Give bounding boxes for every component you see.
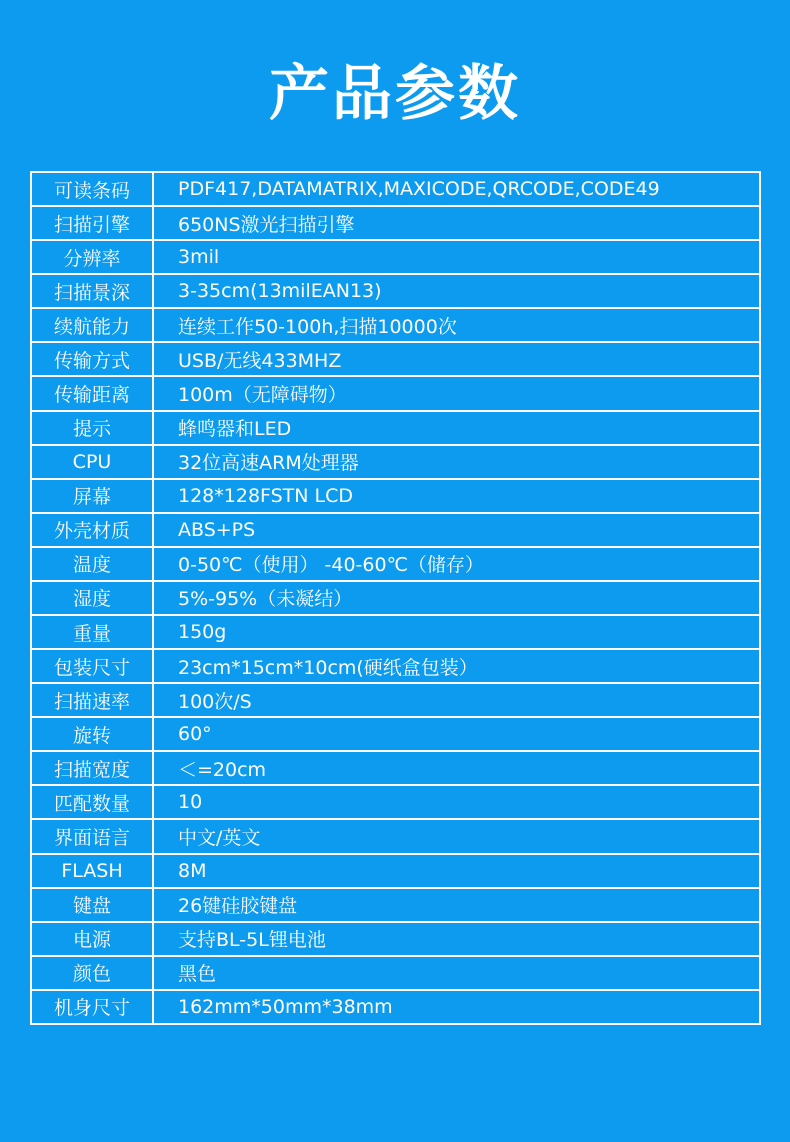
spec-label: 温度 bbox=[32, 548, 154, 580]
spec-label: 屏幕 bbox=[32, 480, 154, 512]
spec-value: 连续工作50-100h,扫描10000次 bbox=[178, 315, 457, 338]
spec-row bbox=[32, 820, 759, 854]
spec-row bbox=[32, 889, 759, 923]
spec-label: 分辨率 bbox=[32, 241, 154, 273]
spec-value: 支持BL-5L锂电池 bbox=[178, 929, 326, 952]
spec-label: 传输方式 bbox=[32, 343, 154, 375]
spec-label: 匹配数量 bbox=[32, 786, 154, 818]
spec-row bbox=[32, 343, 759, 377]
spec-value: 0-50℃（使用） -40-60℃（储存） bbox=[178, 554, 484, 577]
spec-label: 扫描宽度 bbox=[32, 752, 154, 784]
spec-label: 传输距离 bbox=[32, 377, 154, 409]
spec-label: 旋转 bbox=[32, 718, 154, 750]
spec-row bbox=[32, 855, 759, 889]
spec-row bbox=[32, 446, 759, 480]
spec-label: 扫描速率 bbox=[32, 684, 154, 716]
spec-row bbox=[32, 582, 759, 616]
spec-value: 10 bbox=[178, 791, 203, 814]
spec-row bbox=[32, 991, 759, 1023]
spec-label: 键盘 bbox=[32, 889, 154, 921]
spec-value: 128*128FSTN LCD bbox=[178, 484, 354, 507]
spec-label: 湿度 bbox=[32, 582, 154, 614]
spec-value: ＜=20cm bbox=[178, 758, 267, 781]
spec-label: 外壳材质 bbox=[32, 514, 154, 546]
spec-row bbox=[32, 480, 759, 514]
spec-value: 100次/S bbox=[178, 690, 252, 713]
spec-value: ABS+PS bbox=[178, 518, 256, 541]
spec-value: 8M bbox=[178, 859, 207, 882]
spec-row bbox=[32, 241, 759, 275]
spec-row bbox=[32, 957, 759, 991]
spec-row bbox=[32, 650, 759, 684]
spec-row bbox=[32, 786, 759, 820]
spec-value: 3mil bbox=[178, 246, 220, 269]
spec-row bbox=[32, 412, 759, 446]
spec-row bbox=[32, 377, 759, 411]
spec-label: 扫描引擎 bbox=[32, 207, 154, 239]
spec-label: 续航能力 bbox=[32, 309, 154, 341]
spec-value: 162mm*50mm*38mm bbox=[178, 995, 393, 1018]
spec-value: 蜂鸣器和LED bbox=[178, 418, 292, 441]
spec-row bbox=[32, 309, 759, 343]
spec-row bbox=[32, 718, 759, 752]
spec-label: 机身尺寸 bbox=[32, 991, 154, 1023]
spec-label: CPU bbox=[32, 446, 154, 478]
spec-value: 3-35cm(13milEAN13) bbox=[178, 280, 382, 303]
spec-row bbox=[32, 207, 759, 241]
spec-value: 5%-95%（未凝结） bbox=[178, 588, 353, 611]
spec-value: 中文/英文 bbox=[178, 827, 261, 850]
spec-table bbox=[30, 171, 761, 1025]
spec-label: 提示 bbox=[32, 412, 154, 444]
spec-label: 可读条码 bbox=[32, 173, 154, 205]
spec-row bbox=[32, 548, 759, 582]
spec-row bbox=[32, 275, 759, 309]
spec-row bbox=[32, 923, 759, 957]
spec-value: 100m（无障碍物） bbox=[178, 384, 347, 406]
spec-label: FLASH bbox=[32, 855, 154, 887]
spec-label: 界面语言 bbox=[32, 820, 154, 852]
spec-label: 电源 bbox=[32, 923, 154, 955]
spec-row bbox=[32, 752, 759, 786]
spec-value: 60° bbox=[178, 723, 212, 746]
spec-label: 重量 bbox=[32, 616, 154, 648]
spec-label: 扫描景深 bbox=[32, 275, 154, 307]
spec-label: 包装尺寸 bbox=[32, 650, 154, 682]
spec-row bbox=[32, 173, 759, 207]
spec-value: USB/无线433MHZ bbox=[178, 349, 342, 372]
spec-value: 650NS激光扫描引擎 bbox=[178, 213, 355, 236]
spec-label: 颜色 bbox=[32, 957, 154, 989]
spec-value: 23cm*15cm*10cm(硬纸盒包装） bbox=[178, 656, 478, 679]
spec-row bbox=[32, 616, 759, 650]
spec-value: 150g bbox=[178, 621, 227, 644]
page-title: 产品参数 bbox=[269, 59, 521, 129]
spec-value: 32位高速ARM处理器 bbox=[178, 452, 359, 475]
spec-row bbox=[32, 514, 759, 548]
spec-value: 黑色 bbox=[178, 963, 217, 986]
spec-value: 26键硅胶键盘 bbox=[178, 895, 298, 918]
spec-row bbox=[32, 684, 759, 718]
spec-value: PDF417,DATAMATRIX,MAXICODE,QRCODE,CODE49 bbox=[178, 178, 660, 201]
